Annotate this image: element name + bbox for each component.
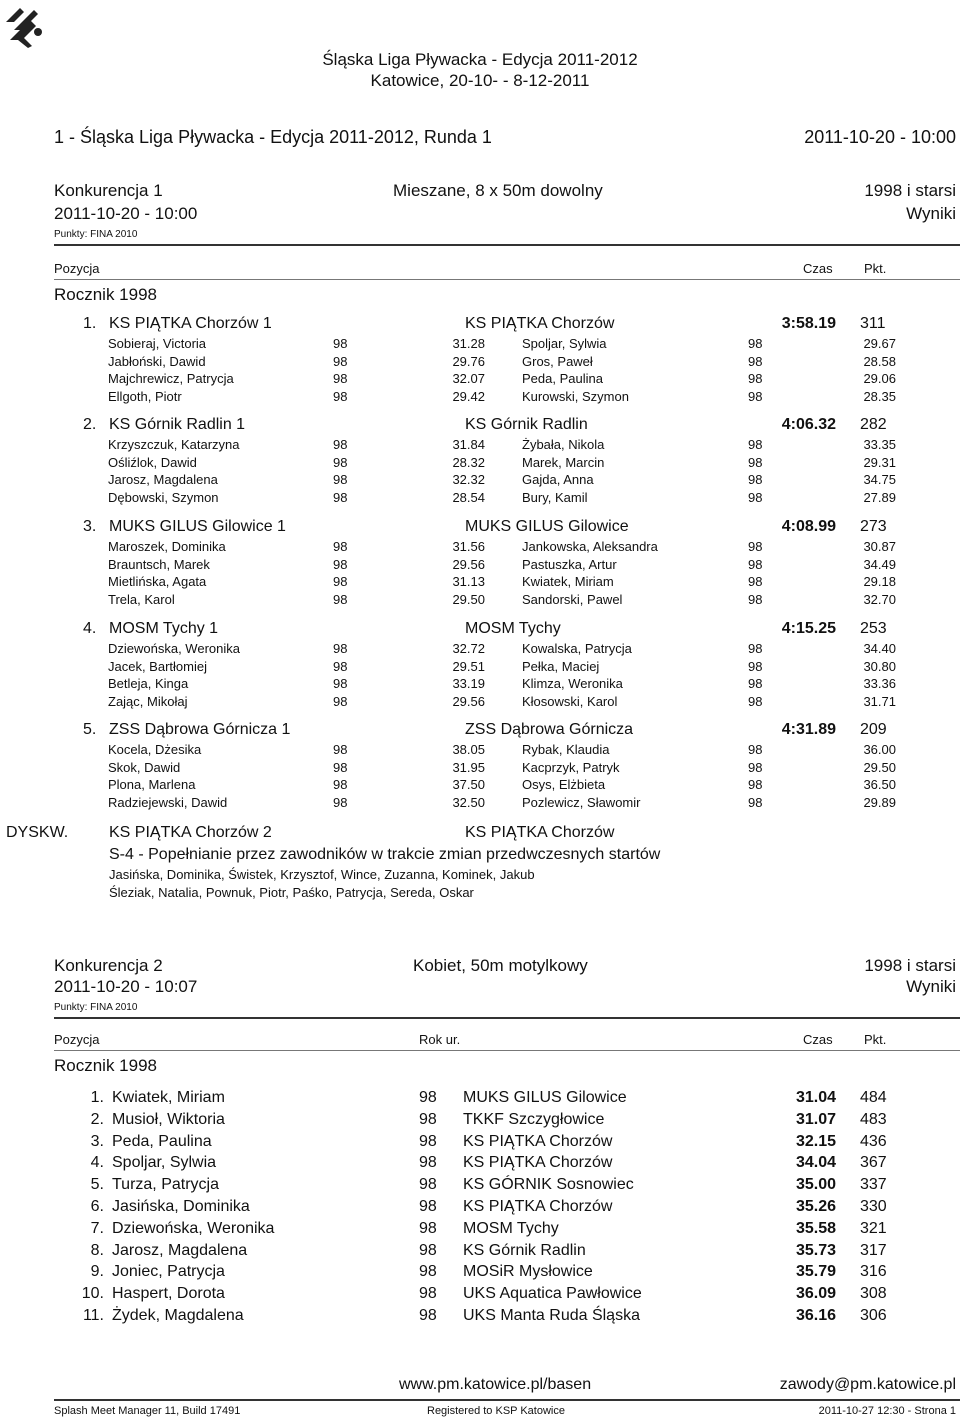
team-club: KS PIĄTKA Chorzów — [465, 315, 615, 332]
team-club: MOSM Tychy — [465, 620, 561, 637]
event1-datetime: 2011-10-20 - 10:00 — [54, 204, 198, 223]
result-points: 367 — [860, 1154, 887, 1172]
result-time: 34.04 — [795, 1154, 836, 1172]
swimmer-split: 34.40 — [863, 641, 896, 656]
swimmer-year: 98 — [748, 693, 763, 709]
result-name: Peda, Paulina — [112, 1132, 212, 1150]
footer-email[interactable]: zawody@pm.katowice.pl — [779, 1376, 956, 1393]
result-year: 98 — [419, 1241, 437, 1259]
result-year: 98 — [419, 1285, 437, 1303]
result-year: 98 — [419, 1089, 437, 1106]
swimmer-year: 98 — [333, 437, 348, 452]
result-club: KS Górnik Radlin — [463, 1241, 586, 1259]
event2-year-group: Rocznik 1998 — [54, 1056, 158, 1075]
result-place: 3. — [90, 1132, 104, 1150]
swimmer-year: 98 — [333, 472, 348, 487]
swimmer-name: Pozlewicz, Sławomir — [522, 794, 641, 810]
swimmer-name: Osys, Elżbieta — [522, 777, 606, 792]
swimmer-split: 29.56 — [452, 693, 485, 709]
swimmer-year: 98 — [333, 591, 348, 607]
result-club: UKS Manta Ruda Śląska — [463, 1307, 640, 1324]
team-name: ZSS Dąbrowa Górnicza 1 — [109, 721, 291, 738]
swimmer-year: 98 — [748, 539, 763, 554]
swimmer-year: 98 — [333, 676, 348, 691]
swimmer-year: 98 — [333, 556, 348, 572]
swimmer-split: 29.76 — [452, 353, 485, 369]
result-year: 98 — [419, 1263, 437, 1281]
result-name: Żydek, Magdalena — [112, 1307, 244, 1324]
result-name: Dziewońska, Weronika — [112, 1219, 275, 1237]
swimmer-split: 30.80 — [863, 658, 896, 674]
dsq-team: KS PIĄTKA Chorzów 2 — [109, 824, 272, 841]
result-time: 35.58 — [795, 1219, 836, 1237]
result-year: 98 — [419, 1154, 437, 1172]
result-points: 317 — [860, 1241, 887, 1259]
swimmer-name: Jankowska, Aleksandra — [522, 539, 658, 554]
swimmer-split: 32.07 — [452, 371, 485, 386]
team-time: 3:58.19 — [781, 315, 836, 332]
team-club: MUKS GILUS Gilowice — [465, 518, 629, 535]
swimmer-year: 98 — [748, 574, 763, 589]
swimmer-year: 98 — [748, 388, 763, 404]
swimmer-split: 33.35 — [863, 437, 896, 452]
swimmer-split: 29.06 — [863, 371, 896, 386]
swimmer-name: Kowalska, Patrycja — [522, 641, 632, 656]
swimmer-name: Dębowski, Szymon — [108, 489, 219, 505]
swimmer-name: Jarosz, Magdalena — [108, 472, 218, 487]
result-place: 7. — [90, 1219, 104, 1237]
swimmer-split: 31.95 — [452, 759, 485, 775]
swimmer-split: 31.13 — [452, 574, 485, 589]
result-points: 306 — [860, 1307, 887, 1324]
team-place: 1. — [83, 315, 97, 332]
swimmer-name: Sobieraj, Victoria — [108, 336, 207, 351]
result-club: KS GÓRNIK Sosnowiec — [463, 1176, 634, 1194]
dsq-reason: S-4 - Popełnianie przez zawodników w trakcie zmian przedwczesnych startów — [109, 846, 661, 863]
result-name: Joniec, Patrycja — [112, 1263, 225, 1281]
team-place: 2. — [83, 416, 97, 433]
result-time: 35.73 — [795, 1241, 836, 1259]
swimmer-year: 98 — [333, 777, 348, 792]
swimmer-year: 98 — [333, 742, 348, 757]
result-place: 11. — [82, 1307, 104, 1324]
result-time: 35.26 — [795, 1198, 836, 1215]
swimmer-year: 98 — [748, 437, 763, 452]
session-datetime: 2011-10-20 - 10:00 — [804, 127, 956, 147]
event1-points-info: Punkty: FINA 2010 — [54, 229, 138, 240]
result-place: 10. — [81, 1285, 104, 1303]
team-name: KS PIĄTKA Chorzów 1 — [109, 315, 272, 332]
result-points: 308 — [860, 1285, 887, 1303]
result-place: 2. — [90, 1110, 104, 1128]
swimmer-split: 32.50 — [452, 794, 485, 810]
swimmer-name: Pełka, Maciej — [522, 658, 600, 674]
event2-age-group: 1998 i starsi — [864, 956, 956, 975]
event1-year-group: Rocznik 1998 — [54, 285, 158, 304]
swimmer-name: Kwiatek, Miriam — [522, 574, 614, 589]
result-points: 316 — [860, 1263, 887, 1281]
swimmer-year: 98 — [333, 574, 348, 589]
team-name: KS Górnik Radlin 1 — [109, 416, 246, 433]
result-club: KS PIĄTKA Chorzów — [463, 1154, 613, 1172]
team-time: 4:31.89 — [781, 721, 836, 738]
swimmer-name: Kocela, Dżesika — [108, 742, 202, 757]
swimmer-split: 32.72 — [452, 641, 485, 656]
team-place: 4. — [83, 620, 97, 637]
swimmer-year: 98 — [333, 388, 348, 404]
swimmer-name: Gajda, Anna — [522, 472, 594, 487]
result-name: Kwiatek, Miriam — [112, 1089, 225, 1106]
event2-name: Konkurencja 2 — [54, 956, 163, 975]
result-time: 35.79 — [795, 1263, 836, 1281]
swimmer-year: 98 — [748, 742, 763, 757]
result-club: MOSiR Mysłowice — [463, 1263, 593, 1281]
swimmer-name: Skok, Dawid — [108, 759, 181, 775]
result-club: KS PIĄTKA Chorzów — [463, 1132, 613, 1150]
event1-col-position: Pozycja — [54, 261, 100, 276]
dsq-club: KS PIĄTKA Chorzów — [465, 824, 615, 841]
swimmer-split: 29.89 — [863, 794, 896, 810]
swimmer-name: Trela, Karol — [108, 591, 175, 607]
swimmer-split: 29.31 — [863, 454, 896, 470]
swimmer-name: Majchrewicz, Patrycja — [108, 371, 234, 386]
result-place: 8. — [90, 1241, 104, 1259]
swimmer-year: 98 — [333, 759, 348, 775]
team-time: 4:06.32 — [781, 416, 836, 433]
swimmer-logo-icon — [4, 4, 50, 50]
swimmer-split: 32.32 — [452, 472, 485, 487]
swimmer-split: 29.42 — [452, 388, 485, 404]
team-points: 209 — [860, 721, 887, 738]
swimmer-name: Betleja, Kinga — [108, 676, 189, 691]
swimmer-year: 98 — [748, 777, 763, 792]
swimmer-name: Klimza, Weronika — [522, 676, 623, 691]
team-points: 273 — [860, 518, 887, 535]
swimmer-split: 30.87 — [863, 539, 896, 554]
event2-datetime: 2011-10-20 - 10:07 — [54, 977, 198, 996]
swimmer-split: 38.05 — [452, 742, 485, 757]
swimmer-year: 98 — [748, 591, 763, 607]
team-points: 253 — [860, 620, 887, 637]
swimmer-split: 34.75 — [863, 472, 896, 487]
swimmer-split: 28.54 — [452, 489, 485, 505]
result-year: 98 — [419, 1307, 437, 1324]
swimmer-year: 98 — [333, 454, 348, 470]
swimmer-year: 98 — [333, 641, 348, 656]
result-time: 31.04 — [795, 1089, 836, 1106]
swimmer-year: 98 — [748, 794, 763, 810]
event2-col-points: Pkt. — [864, 1032, 887, 1047]
dsq-swimmers-line2: Śleziak, Natalia, Pownuk, Piotr, Paśko, Patrycja, Sereda, Oskar — [109, 885, 474, 900]
swimmer-name: Bury, Kamil — [522, 489, 588, 505]
result-club: UKS Aquatica Pawłowice — [463, 1285, 642, 1303]
result-place: 6. — [90, 1198, 104, 1215]
swimmer-split: 33.36 — [863, 676, 896, 691]
swimmer-name: Spoljar, Sylwia — [522, 336, 607, 351]
swimmer-split: 32.70 — [863, 591, 896, 607]
event1-col-points: Pkt. — [864, 261, 887, 276]
swimmer-name: Kacprzyk, Patryk — [522, 759, 620, 775]
result-points: 330 — [860, 1198, 887, 1215]
swimmer-name: Żybała, Nikola — [522, 437, 605, 452]
team-name: MUKS GILUS Gilowice 1 — [109, 518, 286, 535]
event1-age-group: 1998 i starsi — [864, 181, 956, 200]
swimmer-split: 29.51 — [452, 658, 485, 674]
swimmer-year: 98 — [748, 658, 763, 674]
result-place: 1. — [90, 1089, 104, 1106]
event2-description: Kobiet, 50m motylkowy — [413, 956, 588, 975]
dsq-label: DYSKW. — [6, 824, 69, 841]
swimmer-name: Jabłoński, Dawid — [108, 353, 206, 369]
dsq-swimmers-line1: Jasińska, Dominika, Świstek, Krzysztof, Wince, Zuzanna, Kominek, Jakub — [109, 867, 535, 882]
footer-software: Splash Meet Manager 11, Build 17491 — [54, 1405, 241, 1417]
swimmer-name: Krzyszczuk, Katarzyna — [108, 437, 240, 452]
swimmer-name: Gros, Paweł — [522, 353, 593, 369]
team-club: KS Górnik Radlin — [465, 416, 588, 433]
swimmer-year: 98 — [333, 794, 348, 810]
swimmer-name: Kurowski, Szymon — [522, 388, 629, 404]
team-points: 282 — [860, 416, 887, 433]
team-time: 4:15.25 — [781, 620, 836, 637]
swimmer-name: Pastuszka, Artur — [522, 556, 617, 572]
swimmer-name: Rybak, Klaudia — [522, 742, 610, 757]
swimmer-split: 31.84 — [452, 437, 485, 452]
result-year: 98 — [419, 1132, 437, 1150]
event1-name: Konkurencja 1 — [54, 181, 163, 200]
event2-status: Wyniki — [906, 977, 956, 996]
swimmer-name: Marek, Marcin — [522, 454, 605, 470]
swimmer-split: 29.50 — [863, 759, 896, 775]
swimmer-name: Radziejewski, Dawid — [108, 794, 228, 810]
swimmer-year: 98 — [333, 658, 348, 674]
swimmer-year: 98 — [748, 489, 763, 505]
swimmer-split: 29.67 — [863, 336, 896, 351]
event1-status: Wyniki — [906, 204, 956, 223]
swimmer-split: 31.28 — [452, 336, 485, 351]
swimmer-split: 28.58 — [863, 353, 896, 369]
result-club: MOSM Tychy — [463, 1219, 559, 1237]
swimmer-year: 98 — [333, 336, 348, 351]
event2-col-year: Rok ur. — [419, 1032, 461, 1047]
swimmer-split: 34.49 — [863, 556, 896, 572]
swimmer-year: 98 — [748, 371, 763, 386]
session-title: 1 - Śląska Liga Pływacka - Edycja 2011-2012, Runda 1 — [54, 127, 492, 147]
result-time: 36.16 — [795, 1307, 836, 1324]
result-year: 98 — [419, 1176, 437, 1194]
event2-col-time: Czas — [803, 1032, 833, 1047]
swimmer-year: 98 — [748, 336, 763, 351]
result-place: 9. — [90, 1263, 104, 1281]
swimmer-split: 29.50 — [452, 591, 485, 607]
swimmer-name: Dziewońska, Weronika — [108, 641, 240, 656]
swimmer-name: Kłosowski, Karol — [522, 693, 618, 709]
event1-description: Mieszane, 8 x 50m dowolny — [393, 181, 603, 200]
result-name: Jarosz, Magdalena — [112, 1241, 248, 1259]
footer-printed: 2011-10-27 12:30 - Strona 1 — [818, 1405, 956, 1417]
swimmer-year: 98 — [748, 454, 763, 470]
swimmer-name: Zając, Mikołaj — [108, 693, 188, 709]
swimmer-name: Maroszek, Dominika — [108, 539, 226, 554]
result-club: MUKS GILUS Gilowice — [463, 1089, 627, 1106]
swimmer-year: 98 — [748, 353, 763, 369]
swimmer-name: Ośliźlok, Dawid — [108, 454, 197, 470]
result-year: 98 — [419, 1110, 437, 1128]
swimmer-name: Plona, Marlena — [108, 777, 196, 792]
event2-points-info: Punkty: FINA 2010 — [54, 1002, 138, 1013]
result-time: 36.09 — [795, 1285, 836, 1303]
swimmer-split: 28.35 — [863, 388, 896, 404]
result-name: Musioł, Wiktoria — [112, 1110, 225, 1128]
result-name: Turza, Patrycja — [112, 1176, 219, 1194]
swimmer-split: 29.56 — [452, 556, 485, 572]
team-points: 311 — [860, 315, 886, 332]
swimmer-year: 98 — [748, 472, 763, 487]
team-place: 3. — [83, 518, 97, 535]
footer-registered: Registered to KSP Katowice — [427, 1405, 565, 1417]
swimmer-year: 98 — [333, 539, 348, 554]
result-club: TKKF Szczygłowice — [463, 1110, 605, 1128]
team-name: MOSM Tychy 1 — [109, 620, 219, 637]
team-place: 5. — [83, 721, 97, 738]
swimmer-year: 98 — [333, 371, 348, 386]
result-place: 4. — [90, 1154, 104, 1172]
team-time: 4:08.99 — [781, 518, 836, 535]
result-name: Jasińska, Dominika — [112, 1198, 250, 1215]
swimmer-split: 31.56 — [452, 539, 485, 554]
swimmer-name: Peda, Paulina — [522, 371, 603, 386]
swimmer-year: 98 — [748, 641, 763, 656]
swimmer-split: 29.18 — [863, 574, 896, 589]
swimmer-year: 98 — [333, 693, 348, 709]
swimmer-name: Ellgoth, Piotr — [108, 388, 182, 404]
swimmer-split: 31.71 — [863, 693, 896, 709]
result-points: 321 — [860, 1219, 887, 1237]
swimmer-name: Mietlińska, Agata — [108, 574, 207, 589]
swimmer-year: 98 — [748, 759, 763, 775]
swimmer-split: 36.00 — [863, 742, 896, 757]
swimmer-split: 33.19 — [452, 676, 485, 691]
result-name: Haspert, Dorota — [112, 1285, 225, 1303]
result-time: 32.15 — [795, 1132, 836, 1150]
result-club: KS PIĄTKA Chorzów — [463, 1198, 613, 1215]
result-name: Spoljar, Sylwia — [112, 1154, 217, 1172]
footer-website[interactable]: www.pm.katowice.pl/basen — [399, 1376, 592, 1393]
event2-col-position: Pozycja — [54, 1032, 100, 1047]
result-place: 5. — [90, 1176, 104, 1194]
swimmer-name: Brauntsch, Marek — [108, 556, 210, 572]
competition-title: Śląska Liga Pływacka - Edycja 2011-2012 — [322, 50, 638, 69]
swimmer-name: Jacek, Bartłomiej — [108, 658, 207, 674]
result-points: 483 — [860, 1110, 887, 1128]
event1-col-time: Czas — [803, 261, 833, 276]
swimmer-split: 27.89 — [863, 489, 896, 505]
swimmer-year: 98 — [748, 676, 763, 691]
result-points: 484 — [860, 1089, 887, 1106]
result-time: 35.00 — [795, 1176, 836, 1194]
team-club: ZSS Dąbrowa Górnicza — [465, 721, 634, 738]
swimmer-year: 98 — [333, 489, 348, 505]
swimmer-split: 28.32 — [452, 454, 485, 470]
swimmer-name: Sandorski, Pawel — [522, 591, 623, 607]
swimmer-year: 98 — [333, 353, 348, 369]
swimmer-year: 98 — [748, 556, 763, 572]
swimmer-split: 37.50 — [452, 777, 485, 792]
swimmer-split: 36.50 — [863, 777, 896, 792]
competition-dates: Katowice, 20-10- - 8-12-2011 — [370, 71, 590, 90]
result-points: 337 — [860, 1176, 887, 1194]
result-year: 98 — [419, 1198, 437, 1215]
result-time: 31.07 — [795, 1110, 836, 1128]
result-year: 98 — [419, 1219, 437, 1237]
result-points: 436 — [860, 1132, 887, 1150]
